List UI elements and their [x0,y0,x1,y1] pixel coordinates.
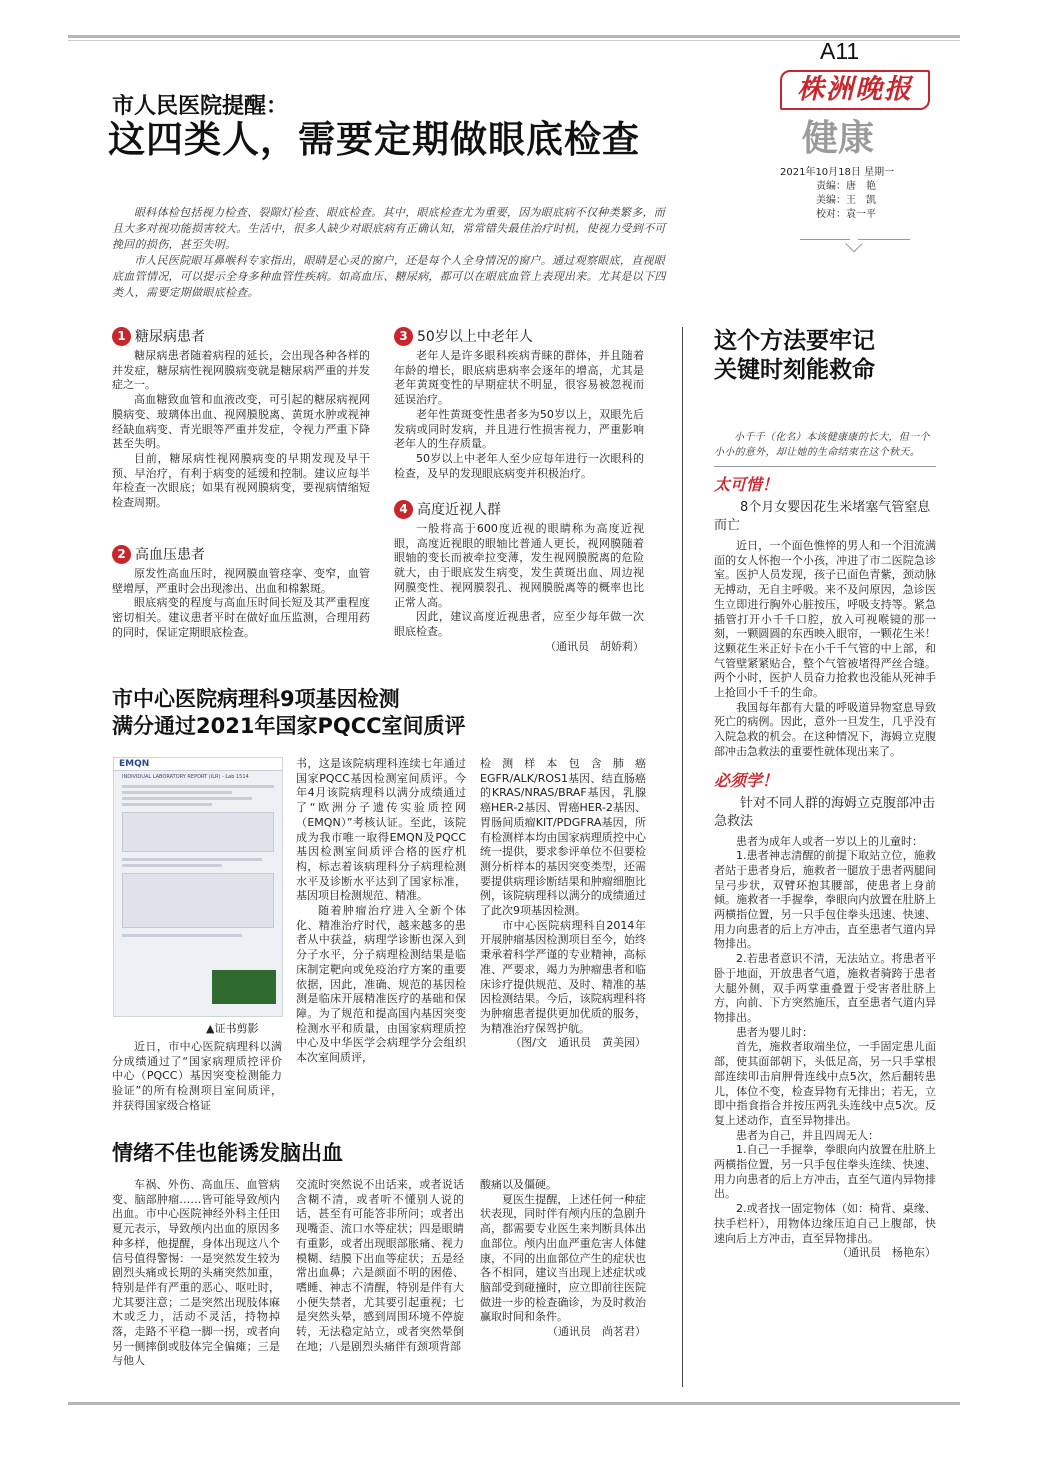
pqcc-col2 [296,757,466,1066]
heimlich-story [714,472,936,1260]
section-heading [112,327,370,346]
heimlich-title [714,327,944,385]
paragraph: 检测样本包含肺癌EGFR/ALK/ROS1基因、结直肠癌的KRAS/NRAS/BRAF基因，乳腺癌HER-2基因、胃癌HER-2基因、胃肠间质瘤KIT/PDGFRA基因，所有检测样本均由国家病理质控中心统一提供，要求参评单位不但要检测分析样本的基因突变类型，还需要提供病理诊断结果和肿瘤细胞比例，该院病理科以满分的成绩通过了此次9项基因检测。 [480,757,646,918]
paragraph: 夏医生提醒，上述任何一种症状表现，同时伴有颅内压的急剧升高，都需要专业医生来判断具体出血部位。颅内出血严重危害人体健康，不同的出血部位产生的症状也各不相同，建议当出现上述症状或脑部受到碰撞时，应立即前往医院做进一步的检查确诊，为及时救治赢取时间和条件。 [480,1192,646,1324]
paragraph: 市中心医院病理科自2014年开展肿瘤基因检测项目至今，始终秉承着科学严谨的专业精神，高标准、严要求，竭力为肿瘤患者和临床诊疗提供规范、及时、精准的基因检测结果。今后，该院病理科将为肿瘤患者提供更加优质的服务，为精准治疗保驾护航。 [480,918,646,1035]
paragraph: 酸痛以及僵硬。 [480,1178,557,1191]
pqcc-col1 [112,1040,282,1114]
pqcc-title-line: 满分通过2021年国家PQCC室间质评 [112,714,466,738]
section-title: 健康 [802,117,875,159]
emqn-logo: EMQN [114,758,282,771]
paragraph: 2.若患者意识不清，无法站立。将患者平卧于地面，开放患者气道，施救者骑跨于患者大腿外侧，双手两掌重叠置于受害者肚脐上方，向前、下方突然施压，直至患者气道内异物排出。 [714,952,936,1024]
number-badge: 1 [112,327,131,346]
certificate-line [122,864,222,867]
main-kicker: 市人民医院提醒： [112,94,289,119]
paragraph: 1.自己一手握拳，拳眼向内放置在肚脐上两横指位置，另一只手包住拳头连续、快速、用力向患者的后上方冲击，直至气道内异物排出。 [714,1143,936,1201]
bottom-rule [68,1402,960,1405]
main-title: 这四类人，需要定期做眼底检查 [108,118,640,161]
paragraph: 近日，一个面色憔悴的男人和一个泪流满面的女人怀抱一个小孩，冲进了市二医院急诊室。医护人员发现，孩子已面色青紫，颈动脉无搏动，无自主呼吸。来不及问原因，急诊医生立即进行胸外心脏按压，呼吸支持等。紧急插管打开小千千口腔，放入可视喉镜的那一刻，一颗圆圆的东西映入眼帘，一颗花生米！这颗花生米正好卡在小千千气管的中上部，和气管壁紧紧贴合，整个气管被堵得严丝合缝。两个小时，医护人员奋力抢救也没能从死神手上抢回小千千的生命。 [714,539,936,700]
section-heading-text: 糖尿病患者 [135,328,205,345]
tag-pity: 太可惜！ [714,475,779,494]
heimlich-intro [714,430,936,460]
paragraph: 老年人是许多眼科疾病青睐的群体，并且随着年龄的增长，眼底病患病率会逐年的增高，尤其是老年黄斑变性的早期症状不明显，很容易被忽视而延误治疗。 [394,349,644,407]
issue-info [780,166,940,232]
reporter-credit: （通讯员 胡娇莉） [545,639,644,653]
intro-paragraph: 市人民医院眼耳鼻喉科专家指出，眼睛是心灵的窗户，还是每个人全身情况的窗户。通过观察眼底，直视眼底血管情况，可以提示全身多种血管性疾病。如高血压、糖尿病，都可以在眼底血管上表现出来。尤其是以下四类人，需要定期做眼底检查。 [112,254,666,299]
paragraph: 随着肿瘤治疗进入全新个体化、精准治疗时代，越来越多的患者从中获益，病理学诊断也深入到分子水平，分子病理检测结果是临床制定靶向或免疫治疗方案的重要依据，因此，准确、规范的基因检测是临床开展精准医疗的基础和保障。为了规范和提高国内基因突变检测水平和质量，由国家病理质控中心及中华医学会病理学分会组织本次室间质评， [296,904,466,1065]
certificate-score-box [212,970,276,1004]
stroke-col3 [480,1178,646,1339]
section-heading [112,545,370,564]
reporter-credit: （通讯员 杨艳东） [837,1246,936,1260]
pqcc-title [112,686,652,740]
paragraph: 1.患者神志清醒的前提下取站立位，施救者站于患者身后，施救者一腿放于患者两腿间呈弓步状，双臂环抱其腰部，使患者上身前倾。施救者一手握拳，拳眼向内放置在肚脐上两横指位置，另一只手包住拳头迅速、快速、用力向患者的后上方冲击，直至患者气道内异物排出。 [714,849,936,951]
section-heading-text: 高血压患者 [135,546,205,563]
page-number: A11 [820,38,860,64]
certificate-table [122,873,274,928]
paragraph: 我国每年都有大量的呼吸道异物窒息导致死亡的病例。因此，意外一旦发生，几乎没有入院急救的机会。在这种情况下，海姆立克腹部冲击急救法的重要性就体现出来了。 [714,700,936,758]
paragraph: 首先，施救者取端坐位，一手固定患儿面部，使其面部朝下，头低足高，另一只手掌根部连续叩击肩胛骨连线中点5次，然后翻转患儿，体位不变，检查异物有无排出；若无，立即中指食指合并按压两乳头连线中点5次。反复上述动作，直至异物排出。 [714,1040,936,1127]
tag-must-learn: 必须学！ [714,770,779,790]
column-divider [682,327,683,1387]
section-heading [394,327,644,346]
certificate-line [122,858,262,861]
certificate-table [122,812,274,852]
section-elderly [394,327,644,481]
section-hypertension [112,545,370,641]
stroke-title: 情绪不佳也能诱发脑出血 [112,1141,343,1165]
paragraph: 眼底病变的程度与高血压时间长短及其严重程度密切相关。建议患者平时在做好血压监测，合理用药的同时，保证定期眼底检查。 [112,596,370,639]
intro-paragraph: 小千千（化名）本该健康康的长大，但一个小小的意外，却让她的生命结束在这个秋天。 [714,432,930,458]
section-diabetes [112,327,370,511]
paragraph: 一般将高于600度近视的眼睛称为高度近视眼，高度近视眼的眼轴比普通人更长，视网膜随着眼轴的变长而被牵拉变薄，发生视网膜脱离的危险就大，由于眼底发生病变，发生黄斑出血、周边视网膜变性、视网膜裂孔、视网膜脱离等的概率也比正常人高。 [394,522,644,609]
main-intro [112,205,672,301]
paragraph: 目前，糖尿病性视网膜病变的早期发现及早干预、早治疗，有利于病变的延缓和控制。建议应每半年检查一次眼底；如果有视网膜病变，要视病情缩短检查周期。 [112,451,370,510]
pqcc-col3 [480,757,646,1050]
reporter-credit: （通讯员 尚茗君） [547,1325,646,1339]
paragraph: 患者为婴儿时： [736,1025,813,1039]
paragraph: 患者为自己，并且四周无人： [736,1128,879,1142]
issue-date: 2021年10月18日 星期一 [780,167,895,178]
intro-separator [714,466,936,467]
paragraph: 老年性黄斑变性患者多为50岁以上，双眼先后发病或同时发病，并且进行性损害视力，严重影响老年人的生存质量。 [394,407,644,451]
number-badge: 3 [394,327,413,346]
stroke-col2 [296,1178,464,1354]
heimlich-title-line: 这个方法要牢记 [714,328,875,354]
certificate-line [122,803,212,806]
section-heading-text: 50岁以上中老年人 [417,328,533,345]
paragraph: 糖尿病患者随着病程的延长，会出现各种各样的并发症，糖尿病性视网膜病变就是糖尿病严重的并发症之一。 [112,349,370,392]
certificate-image [113,757,283,1017]
section-myopia [394,500,644,654]
number-badge: 4 [394,500,413,519]
paragraph: 原发性高血压时，视网膜血管痉挛、变窄，血管壁增厚，严重时会出现渗出、出血和棉絮斑。 [112,567,370,595]
heimlich-title-line: 关键时刻能救命 [714,357,875,383]
certificate-line [122,785,274,788]
paragraph: 患者为成年人或者一岁以上的儿童时： [736,834,923,848]
newspaper-logo: 株洲晚报 [780,70,930,110]
certificate-caption: ▲证书剪影 [206,1022,259,1035]
certificate-line [122,797,252,800]
paragraph: 高血糖致血管和血液改变，可引起的糖尿病视网膜病变、玻璃体出血、视网膜脱离、黄斑水肿或视神经缺血病变、青光眼等严重并发症，令视力严重下降甚至失明。 [112,393,370,451]
intro-paragraph: 眼科体检包括视力检查、裂隙灯检查、眼底检查。其中，眼底检查尤为重要，因为眼底病不仅种类繁多，而且大多对视功能损害较大。生活中，很多人缺少对眼底病有正确认知，常常错失最佳治疗时机，使视力受到不可挽回的损伤，甚至失明。 [112,206,666,251]
editor-credit: 责编：唐 艳 [816,181,876,192]
section-heading-text: 高度近视人群 [417,501,501,518]
pqcc-title-line: 市中心医院病理科9项基因检测 [112,687,400,711]
method-subtitle: 针对不同人群的海姆立克腹部冲击急救法 [714,795,936,829]
paragraph: 交流时突然说不出话来，或者说话含糊不清，或者听不懂别人说的话，甚至有可能答非所问；或者出现嘴歪、流口水等症状；四是眼睛有重影，或者出现眼部胀痛、视力模糊、结膜下出血等症状；五是经常出血鼻；六是颜面不明的困倦、嗜睡、神志不清醒，特别是伴有大小便失禁者，尤其要引起重视；七是突然头晕，感到周围环境不停旋转，无法稳定站立，或者突然晕倒在地；八是剧烈头痛伴有颈项背部 [296,1178,464,1353]
paragraph: 书，这是该院病理科连续七年通过国家PQCC基因检测室间质评。今年4月该院病理科以满分成绩通过了“欧洲分子遗传实验质控网（EMQN）”考核认证。至此，该院成为我市唯一取得EMQN及PQCC基因检测室间质评合格的医疗机构，标志着该病理科分子病理检测水平及诊断水平达到了国家标准，基因项目检测规范、精准。 [296,757,466,903]
paragraph: 2.或者找一固定物体（如：椅背、桌缘、扶手栏杆），用物体边缘压迫自己上腹部，快速向后上方冲击，直至异物排出。 [714,1202,936,1245]
paragraph: 因此，建议高度近视患者，应至少每年做一次眼底检查。 [394,610,644,638]
story-subtitle: 8个月女婴因花生米堵塞气管窒息而亡 [714,500,931,533]
number-badge: 2 [112,545,131,564]
certificate-line [122,934,242,937]
paragraph: 近日，市中心医院病理科以满分成绩通过了“国家病理质控评价中心（PQCC）基因突变检测能力验证”的所有检测项目室间质评，并获得国家级合格证 [112,1040,282,1112]
certificate-title: INDIVIDUAL LABORATORY REPORT (ILR) - Lab 1514 [122,774,249,780]
reporter-credit: （图/文 通讯员 黄美园） [510,1036,646,1050]
stroke-col1 [112,1178,280,1369]
paragraph: 50岁以上中老年人至少应每年进行一次眼科的检查，及早的发现眼底病变并积极治疗。 [394,451,644,480]
certificate-line [122,791,232,794]
section-heading [394,500,644,519]
paragraph: 车祸、外伤、高血压、血管病变、脑部肿瘤……皆可能导致颅内出血。市中心医院神经外科主任田夏元表示，导致颅内出血的原因多种多样，他提醒，身体出现这八个信号值得警惕：一是突然发生较为剧烈头痛或长期的头痛突然加重，特别是伴有严重的恶心、呕吐时，尤其要注意；二是突然出现肢体麻木或乏力，活动不灵活，持物掉落，走路不平稳一脚一拐，或者向另一侧摔倒或肢体完全偏瘫；三是与他人 [112,1178,280,1368]
proofreader-credit: 校对：袁一平 [816,209,876,220]
designer-credit: 美编：王 凯 [816,195,876,206]
